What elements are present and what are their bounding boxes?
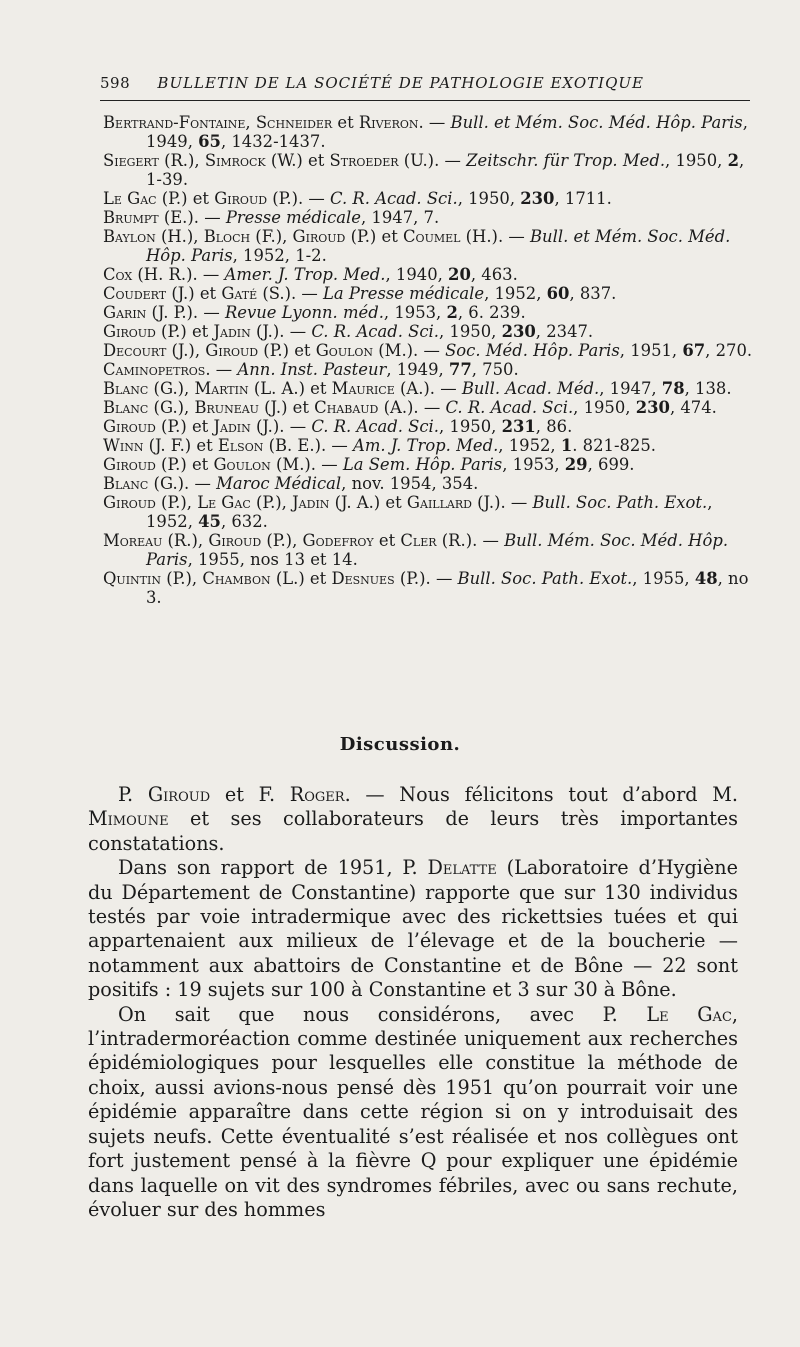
running-title: BULLETIN DE LA SOCIÉTÉ DE PATHOLOGIE EXOTIQUE xyxy=(157,74,644,92)
text-run: , xyxy=(245,113,256,132)
text-run: , 1952, xyxy=(484,284,547,303)
text-run: . — xyxy=(205,360,238,379)
author-name: Elson xyxy=(217,436,264,455)
text-run: , 463. xyxy=(470,265,518,284)
author-name: Siegert xyxy=(103,151,159,170)
text-run: (P.) et xyxy=(258,341,316,360)
text-run: (P.), xyxy=(261,531,303,550)
author-name: Giroud xyxy=(147,783,211,806)
volume-number: 1 xyxy=(560,436,573,455)
text-run: (J. F.) et xyxy=(143,436,218,455)
text-run: (J.). — xyxy=(250,417,312,436)
text-run: (S.). — xyxy=(257,284,324,303)
author-name: Maurice xyxy=(331,379,395,398)
volume-number: 67 xyxy=(682,341,706,360)
reference-entry xyxy=(103,379,755,398)
author-name: Bertrand-Fontaine xyxy=(103,113,246,132)
text-run: , 1953, xyxy=(502,455,565,474)
text-run: (P.) et xyxy=(156,189,215,208)
journal-title: Bull. Acad. Méd. xyxy=(461,379,600,398)
text-run: (P.), xyxy=(155,493,198,512)
author-name: Blanc xyxy=(103,398,149,417)
journal-title: Am. J. Trop. Med. xyxy=(353,436,499,455)
author-name: Bruneau xyxy=(194,398,259,417)
author-name: Baylon xyxy=(103,227,156,246)
text-run: , 1950, xyxy=(665,151,728,170)
text-run: . — Nous félicitons tout d’abord M. xyxy=(344,783,738,806)
journal-title: Amer. J. Trop. Med. xyxy=(224,265,386,284)
text-run: , 1951, xyxy=(619,341,683,360)
text-run: et xyxy=(332,113,359,132)
text-run: (Laboratoire d’Hygiène du Département de Constantine) rapporte que sur 130 individus testés par voie intradermique avec des rickettsies tuées et qui appartenaient aux milieux de l’élevage et de la boucherie — notamment aux abattoirs de Constantine et de Bône — 22 sont positifs : 19 sujets sur 100 à Constantine et 3 sur 30 à Bône. xyxy=(88,856,738,1002)
discussion-paragraph xyxy=(88,783,738,856)
running-header xyxy=(100,74,750,92)
author-name: Giroud xyxy=(103,455,156,474)
text-run: , 1952, xyxy=(498,436,561,455)
author-name: Coumel xyxy=(403,227,461,246)
text-run: et ses collaborateurs de leurs très importantes constatations. xyxy=(88,807,738,855)
text-run: , 1947, 7. xyxy=(360,208,440,227)
text-run: (R.), xyxy=(158,151,205,170)
text-run: , 86. xyxy=(535,417,573,436)
text-run: (L.) et xyxy=(270,569,332,588)
text-run: (B. E.). — xyxy=(263,436,354,455)
journal-title: Revue Lyonn. méd. xyxy=(224,303,384,322)
volume-number: 231 xyxy=(501,417,536,436)
author-name: Le Gac xyxy=(646,1002,732,1026)
text-run: (M.). — xyxy=(270,455,343,474)
journal-title: Maroc Médical xyxy=(216,474,342,493)
reference-entry xyxy=(103,341,755,360)
text-run: , 1947, xyxy=(599,379,662,398)
text-run: , 474. xyxy=(669,398,717,417)
author-name: Jadin xyxy=(213,417,251,436)
author-name: Giroud xyxy=(103,417,156,436)
text-run: (A.). — xyxy=(378,398,446,417)
journal-title: Ann. Inst. Pasteur xyxy=(237,360,387,379)
journal-title: Bull. et Mém. Soc. Méd. Hôp. Paris xyxy=(146,227,731,265)
text-run: (G.), xyxy=(148,398,195,417)
journal-title: Bull. Soc. Path. Exot. xyxy=(532,493,708,512)
volume-number: 60 xyxy=(546,284,570,303)
journal-title: C. R. Acad. Sci. xyxy=(329,189,458,208)
text-run: , 2347. xyxy=(535,322,594,341)
author-name: Gaté xyxy=(221,284,258,303)
reference-entry xyxy=(103,208,755,227)
text-run: (F.), xyxy=(250,227,293,246)
text-run: (E.). — xyxy=(158,208,226,227)
text-run: Dans son rapport de 1951, P. xyxy=(118,856,428,880)
author-name: Goulon xyxy=(315,341,374,360)
author-name: Bloch xyxy=(203,227,251,246)
author-name: Stroeder xyxy=(329,151,399,170)
author-name: Delatte xyxy=(427,856,497,880)
reference-entry xyxy=(103,417,755,436)
volume-number: 78 xyxy=(661,379,685,398)
author-name: Winn xyxy=(103,436,144,455)
author-name: Giroud xyxy=(214,189,268,208)
text-run: (J.). — xyxy=(250,322,312,341)
author-name: Blanc xyxy=(103,474,149,493)
reference-entry xyxy=(103,531,755,569)
text-run: (R.), xyxy=(162,531,209,550)
text-run: (G.), xyxy=(148,379,195,398)
text-run: (P.). — xyxy=(394,569,458,588)
volume-number: 230 xyxy=(501,322,536,341)
volume-number: 2 xyxy=(446,303,458,322)
author-name: Decourt xyxy=(103,341,167,360)
text-run: , 632. xyxy=(220,512,268,531)
journal-title: Bull. Soc. Path. Exot. xyxy=(457,569,633,588)
author-name: Quintin xyxy=(103,569,161,588)
volume-number: 20 xyxy=(448,265,471,284)
author-name: Simrock xyxy=(204,151,266,170)
reference-entry xyxy=(103,284,755,303)
text-run: (J. P.). — xyxy=(146,303,225,322)
author-name: Goulon xyxy=(213,455,271,474)
text-run: (H.), xyxy=(155,227,204,246)
volume-number: 77 xyxy=(448,360,472,379)
author-name: Martin xyxy=(194,379,249,398)
text-run: (J.), xyxy=(166,341,206,360)
discussion-title: Discussion. xyxy=(339,734,461,755)
text-run: , 138. xyxy=(684,379,732,398)
text-run: , 699. xyxy=(587,455,635,474)
journal-title: La Sem. Hôp. Paris xyxy=(342,455,503,474)
reference-entry xyxy=(103,398,755,417)
text-run: (P.), xyxy=(161,569,203,588)
text-run: , 1955, nos 13 et 14. xyxy=(187,550,358,569)
text-run: P. xyxy=(118,783,148,806)
author-name: Jadin xyxy=(292,493,330,512)
author-name: Caminopetros xyxy=(103,360,206,379)
text-run: (P.), xyxy=(250,493,293,512)
author-name: Moreau xyxy=(103,531,163,550)
text-run: , 1940, xyxy=(385,265,449,284)
text-run: (L. A.) et xyxy=(248,379,332,398)
discussion-paragraph xyxy=(88,1003,738,1223)
author-name: Giroud xyxy=(103,493,156,512)
text-run: , 1955, xyxy=(632,569,695,588)
text-run: (J.) et xyxy=(258,398,315,417)
text-run: (H. R.). — xyxy=(132,265,225,284)
text-run: . — xyxy=(418,113,451,132)
author-name: Giroud xyxy=(208,531,262,550)
text-run: , 1950, xyxy=(439,322,502,341)
text-run: , 270. xyxy=(705,341,753,360)
volume-number: 230 xyxy=(635,398,670,417)
author-name: Riveron xyxy=(358,113,419,132)
reference-entry xyxy=(103,189,755,208)
reference-list xyxy=(103,113,755,607)
journal-title: C. R. Acad. Sci. xyxy=(311,322,440,341)
text-run: (W.) et xyxy=(265,151,330,170)
text-run: , 1953, xyxy=(383,303,447,322)
journal-title: La Presse médicale xyxy=(323,284,485,303)
author-name: Jadin xyxy=(213,322,251,341)
text-run: (J.) et xyxy=(166,284,222,303)
author-name: Giroud xyxy=(103,322,156,341)
reference-entry xyxy=(103,265,755,284)
reference-entry xyxy=(103,455,755,474)
author-name: Giroud xyxy=(205,341,259,360)
reference-entry xyxy=(103,322,755,341)
author-name: Garin xyxy=(103,303,147,322)
text-run: , nov. 1954, 354. xyxy=(341,474,479,493)
reference-entry xyxy=(103,569,755,607)
author-name: Chabaud xyxy=(314,398,379,417)
text-run: et xyxy=(373,531,401,550)
volume-number: 230 xyxy=(520,189,555,208)
text-run: , 1952, xyxy=(146,493,713,531)
reference-entry xyxy=(103,493,755,531)
text-run: et F. xyxy=(210,783,290,806)
journal-title: Bull. et Mém. Soc. Méd. Hôp. Paris xyxy=(450,113,743,132)
page-number: 598 xyxy=(100,74,131,92)
text-run: (P.) et xyxy=(155,417,214,436)
journal-title: Zeitschr. für Trop. Med. xyxy=(466,151,666,170)
text-run: , 1950, xyxy=(457,189,521,208)
discussion-body xyxy=(88,783,738,1222)
text-run: , 1-39. xyxy=(146,151,745,189)
text-run: On sait que nous considérons, avec P. xyxy=(118,1002,647,1026)
text-run: (J. A.) et xyxy=(329,493,407,512)
text-run: , 1432-1437. xyxy=(220,132,326,151)
volume-number: 29 xyxy=(564,455,588,474)
journal-title: C. R. Acad. Sci. xyxy=(311,417,440,436)
journal-title: Presse médicale xyxy=(225,208,361,227)
text-run: (P.) et xyxy=(155,455,214,474)
author-name: Chambon xyxy=(202,569,271,588)
reference-entry xyxy=(103,113,755,151)
volume-number: 48 xyxy=(694,569,718,588)
text-run: , 837. xyxy=(569,284,617,303)
text-run: (H.). — xyxy=(460,227,530,246)
reference-entry xyxy=(103,474,755,493)
journal-title: Bull. Mém. Soc. Méd. Hôp. Paris xyxy=(146,531,729,569)
author-name: Le Gac xyxy=(103,189,157,208)
text-run: (A.). — xyxy=(394,379,462,398)
author-name: Schneider xyxy=(255,113,333,132)
text-run: . 821-825. xyxy=(572,436,657,455)
author-name: Mimoune xyxy=(88,807,169,831)
reference-entry xyxy=(103,360,755,379)
author-name: Desnues xyxy=(331,569,395,588)
author-name: Godefroy xyxy=(302,531,374,550)
text-run: (R.). — xyxy=(436,531,505,550)
text-run: , 1950, xyxy=(439,417,502,436)
text-run: (P.). — xyxy=(267,189,330,208)
journal-title: Soc. Méd. Hôp. Paris xyxy=(445,341,620,360)
author-name: Cox xyxy=(103,265,133,284)
text-run: , 1711. xyxy=(554,189,612,208)
journal-title: C. R. Acad. Sci. xyxy=(445,398,574,417)
reference-entry xyxy=(103,436,755,455)
text-run: , 1952, 1-2. xyxy=(232,246,327,265)
text-run: (P.) et xyxy=(345,227,404,246)
volume-number: 65 xyxy=(198,132,221,151)
text-run: , l’intradermoréaction comme destinée uniquement aux recherches épidémiologiques pour lesquelles elle constitue la méthode de choix, aussi avions-nous pensé dès 1951 qu’on pourrait voir une épidémie apparaître dans cette région si on y introduisait des sujets neufs. Cette éventualité s’est réalisée et nos collègues ont fort justement pensé à la fièvre Q pour expliquer une épidémie dans laquelle on vit des syndromes fébriles, avec ou sans rechute, évoluer sur des hommes xyxy=(88,1002,739,1221)
author-name: Giroud xyxy=(292,227,346,246)
volume-number: 45 xyxy=(198,512,221,531)
text-run: (G.). — xyxy=(148,474,217,493)
text-run: , 6. 239. xyxy=(457,303,526,322)
text-run: , no 3. xyxy=(146,569,749,607)
text-run: (M.). — xyxy=(373,341,446,360)
text-run: (U.). — xyxy=(398,151,467,170)
reference-entry xyxy=(103,151,755,189)
reference-entry xyxy=(103,303,755,322)
text-run: (P.) et xyxy=(155,322,214,341)
text-run: , 1949, xyxy=(386,360,449,379)
author-name: Brumpt xyxy=(103,208,159,227)
discussion-paragraph xyxy=(88,856,738,1002)
reference-entry xyxy=(103,227,755,265)
author-name: Le Gac xyxy=(197,493,251,512)
author-name: Blanc xyxy=(103,379,149,398)
text-run: , 750. xyxy=(471,360,519,379)
volume-number: 2 xyxy=(727,151,739,170)
author-name: Cler xyxy=(400,531,437,550)
author-name: Roger xyxy=(289,783,345,806)
author-name: Gaillard xyxy=(406,493,472,512)
author-name: Coudert xyxy=(103,284,167,303)
text-run: , 1949, xyxy=(146,113,748,151)
text-run: (J.). — xyxy=(471,493,533,512)
header-rule xyxy=(100,100,750,101)
text-run: , 1950, xyxy=(573,398,636,417)
